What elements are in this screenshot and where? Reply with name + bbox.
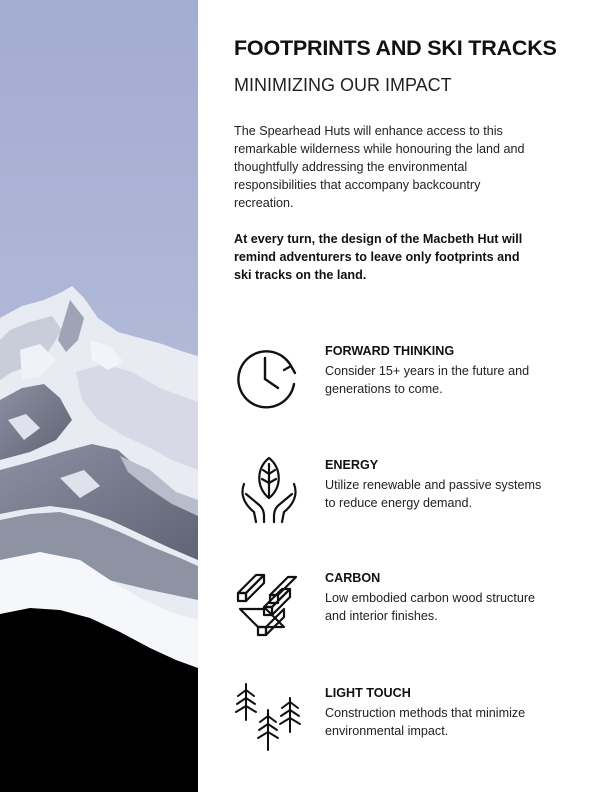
timber-beams-icon — [234, 567, 304, 639]
intro-paragraph: The Spearhead Huts will enhance access to this remarkable wilderness while honouring the land and thoughtfully addressing the environmental responsibilities that accompany backcountry recreation. — [234, 124, 525, 210]
feature-carbon — [234, 567, 594, 657]
feature-description: Low embodied carbon wood structure and interior finishes. — [325, 591, 536, 623]
page-subtitle: MINIMIZING OUR IMPACT — [234, 75, 452, 95]
feature-title: ENERGY — [325, 458, 379, 472]
feature-description: Construction methods that minimize environmental impact. — [325, 706, 526, 738]
content-column — [234, 0, 594, 792]
feature-light-touch — [234, 682, 594, 772]
feature-title: FORWARD THINKING — [325, 344, 455, 358]
bold-statement: At every turn, the design of the Macbeth Hut will remind adventurers to leave only footprints and ski tracks on the land. — [234, 232, 523, 282]
clock-arrow-icon — [234, 340, 304, 412]
page-title: FOOTPRINTS AND SKI TRACKS — [234, 36, 557, 60]
feature-title: CARBON — [325, 571, 381, 585]
feature-title: LIGHT TOUCH — [325, 686, 411, 700]
leaf-hands-icon — [234, 454, 304, 526]
pine-trees-icon — [234, 682, 304, 754]
feature-forward-thinking — [234, 340, 594, 430]
mountain-photo — [0, 0, 198, 792]
feature-description: Utilize renewable and passive systems to reduce energy demand. — [325, 478, 542, 510]
feature-description: Consider 15+ years in the future and generations to come. — [325, 364, 530, 396]
feature-energy — [234, 454, 594, 544]
